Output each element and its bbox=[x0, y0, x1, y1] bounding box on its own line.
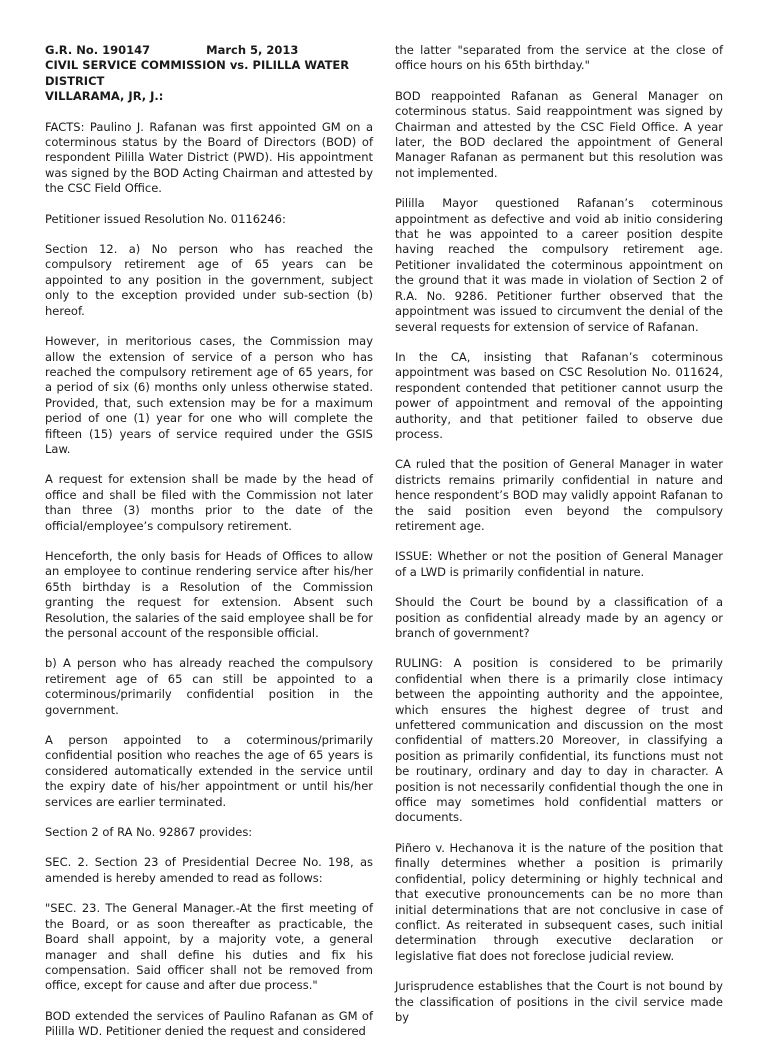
paragraph: Jurisprudence establishes that the Court is not bound by the classification of positions in the civil service made by bbox=[395, 979, 723, 1024]
case-number: G.R. No. 190147 bbox=[45, 43, 151, 57]
paragraph: Piñero v. Hechanova it is the nature of the position that finally determines whether a position is primarily confidential, policy determining or highly technical and that executive pronouncements can be no more than initial determinations that are not conclusive in case of conflict. As reiterated in subsequent cases, such initial determination through executive declaration or legislative fiat does not foreclose judicial review. bbox=[395, 840, 723, 963]
paragraph-ruling: RULING: A position is considered to be primarily confidential when there is a primarily close intimacy between the appointing authority and the appointee, which ensures the highest degree of trust and unfettered communication and discussion on the most confidential of matters.20 Moreover, in classifying a position as primarily confidential, its functions must not be routinary, ordinary and day to day in character. A position is not necessarily confidential though the one in office may sometimes hold confidential matters or documents. bbox=[395, 656, 723, 825]
case-date: March 5, 2013 bbox=[206, 43, 299, 57]
paragraph: However, in meritorious cases, the Commission may allow the extension of service of a person who has reached the compulsory retirement age of 65 years, for a period of six (6) months only unless otherwise stated. Provided, that, such extension may be for a maximum period of one (1) year for one who will complete the fifteen (15) years of service required under the GSIS Law. bbox=[45, 334, 373, 456]
left-column bbox=[45, 43, 373, 1055]
paragraph: Section 2 of RA No. 92867 provides: bbox=[45, 825, 253, 840]
paragraph: A request for extension shall be made by the head of office and shall be filed with the Commission not later than three (3) months prior to the date of the official/employee’s compulsory retirement. bbox=[45, 472, 373, 533]
paragraph: SEC. 2. Section 23 of Presidential Decree No. 198, as amended is hereby amended to read as follows: bbox=[45, 855, 373, 885]
paragraph: Section 12. a) No person who has reached the compulsory retirement age of 65 years can be appointed to any position in the government, subject only to the exception provided under sub-section (b) hereof. bbox=[45, 242, 373, 318]
paragraph: the latter "separated from the service at the close of office hours on his 65th birthday." bbox=[395, 43, 723, 73]
paragraph: Should the Court be bound by a classification of a position as confidential already made by an agency or branch of government? bbox=[395, 595, 723, 640]
right-column bbox=[395, 43, 723, 1040]
paragraph: In the CA, insisting that Rafanan’s coterminous appointment was based on CSC Resolution No. 011624, respondent contended that petitioner cannot usurp the power of appointment and removal of the appointing authority, and that petitioner failed to observe due process. bbox=[395, 349, 723, 441]
paragraph: BOD extended the services of Paulino Rafanan as GM of Pililla WD. Petitioner denied the request and considered bbox=[45, 1008, 373, 1039]
paragraph-issue: ISSUE: Whether or not the position of General Manager of a LWD is primarily confidential in nature. bbox=[395, 549, 723, 579]
paragraph: Pililla Mayor questioned Rafanan’s coterminous appointment as defective and void ab initio considering that he was appointed to a career position despite having reached the compulsory retirement age. Petitioner invalidated the coterminous appointment on the ground that it was made in violation of Section 2 of R.A. No. 9286. Petitioner further observed that the appointment was issued to circumvent the denial of the several requests for extension of service of Rafanan. bbox=[395, 196, 723, 334]
case-header bbox=[45, 43, 373, 105]
case-title: CIVIL SERVICE COMMISSION vs. PILILLA WATER DISTRICT bbox=[45, 58, 350, 88]
paragraph: CA ruled that the position of General Manager in water districts remains primarily confidential in nature and hence respondent’s BOD may validly appoint Rafanan to the said position even beyond the compulsory retirement age. bbox=[395, 457, 723, 533]
paragraph: Henceforth, the only basis for Heads of Offices to allow an employee to continue rendering service after his/her 65th birthday is a Resolution of the Commission granting the request for extension. Absent such Resolution, the salaries of the said employee shall be for the personal account of the responsible official. bbox=[45, 548, 373, 640]
case-number-line bbox=[45, 43, 373, 58]
paragraph: A person appointed to a coterminous/primarily confidential position who reaches the age of 65 years is considered automatically extended in the service until the expiry date of his/her appointment or until his/her services are earlier terminated. bbox=[45, 733, 373, 809]
paragraph-facts: FACTS: Paulino J. Rafanan was first appointed GM on a coterminous status by the Board of Directors (BOD) of respondent Pililla Water District (PWD). His appointment was signed by the BOD Acting Chairman and attested by the CSC Field Office. bbox=[45, 119, 373, 196]
paragraph: "SEC. 23. The General Manager.-At the first meeting of the Board, or as soon thereafter as practicable, the Board shall appoint, by a majority vote, a general manager and shall define his duties and fix his compensation. Said officer shall not be removed from office, except for cause and after due process." bbox=[45, 901, 373, 993]
paragraph: b) A person who has already reached the compulsory retirement age of 65 can still be appointed to a coterminous/primarily confidential position in the government. bbox=[45, 656, 373, 717]
ponente: VILLARAMA, JR, J.: bbox=[45, 89, 164, 104]
paragraph: BOD reappointed Rafanan as General Manager on coterminous status. Said reappointment was signed by Chairman and attested by the CSC Field Office. A year later, the BOD declared the appointment of General Manager Rafanan as permanent but this resolution was not implemented. bbox=[395, 88, 723, 180]
paragraph: Petitioner issued Resolution No. 0116246: bbox=[45, 211, 286, 226]
